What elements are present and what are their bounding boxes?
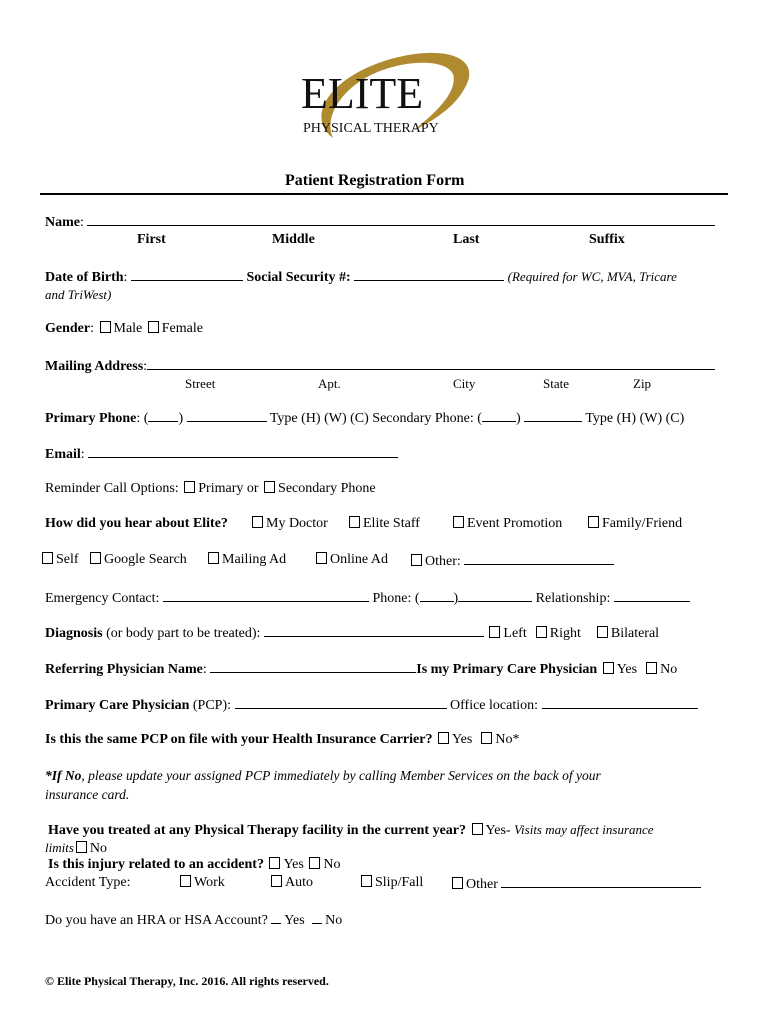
update-note bbox=[45, 768, 601, 784]
name-suffix-caption: Suffix bbox=[589, 232, 625, 247]
reminder-primary-checkbox[interactable] bbox=[184, 481, 195, 493]
pcp-field[interactable] bbox=[235, 696, 447, 709]
right-checkbox[interactable] bbox=[536, 626, 547, 638]
hra-no-blank[interactable] bbox=[312, 911, 322, 924]
google-checkbox[interactable] bbox=[90, 552, 101, 564]
treated-note: Visits may affect insurance bbox=[514, 822, 654, 837]
slip-label: Slip/Fall bbox=[375, 875, 424, 890]
paren-open: : ( bbox=[136, 411, 149, 426]
diagnosis-label: Diagnosis bbox=[45, 626, 103, 641]
auto-label: Auto bbox=[285, 875, 313, 890]
hear-opt-online[interactable] bbox=[314, 552, 388, 568]
reminder-secondary-label: Secondary Phone bbox=[278, 481, 376, 496]
relationship-field[interactable] bbox=[614, 589, 690, 602]
accident-slip[interactable] bbox=[359, 875, 423, 891]
google-label: Google Search bbox=[104, 552, 187, 567]
slip-checkbox[interactable] bbox=[361, 875, 372, 887]
name-middle-caption: Middle bbox=[272, 232, 315, 247]
office-label: Office location: bbox=[450, 698, 539, 713]
reminder-row bbox=[45, 481, 376, 497]
mailing-checkbox[interactable] bbox=[208, 552, 219, 564]
is-pcp-yes-label: Yes bbox=[616, 662, 638, 677]
hear-opt-event[interactable] bbox=[451, 516, 562, 532]
primary-area-field[interactable] bbox=[148, 409, 178, 422]
paren-close-3: ) bbox=[453, 591, 459, 606]
secondary-type-label: Type (H) (W) (C) bbox=[585, 411, 685, 426]
paren-close: ) bbox=[178, 411, 184, 426]
accident-work[interactable] bbox=[178, 875, 225, 891]
accident-other-field[interactable] bbox=[501, 875, 701, 888]
hear-label: How did you hear about Elite? bbox=[45, 516, 228, 531]
emergency-area-field[interactable] bbox=[420, 589, 454, 602]
left-checkbox[interactable] bbox=[489, 626, 500, 638]
primary-phone-label: Primary Phone bbox=[45, 411, 137, 426]
hear-opt-self[interactable] bbox=[40, 552, 79, 568]
hra-label: Do you have an HRA or HSA Account? bbox=[45, 913, 268, 928]
hear-opt-google[interactable] bbox=[88, 552, 187, 568]
elite-logo bbox=[293, 46, 478, 156]
treated-note-cont: limits bbox=[45, 840, 74, 855]
paren-close-2: ) bbox=[515, 411, 521, 426]
hear-other-field[interactable] bbox=[464, 552, 614, 565]
update-note-cont: insurance card. bbox=[45, 787, 130, 802]
gender-label: Gender bbox=[45, 321, 91, 336]
diagnosis-note: (or body part to be treated): bbox=[106, 626, 261, 641]
is-pcp-no-label: No bbox=[660, 662, 678, 677]
other-label: Other: bbox=[425, 554, 461, 569]
update-note-text: , please update your assigned PCP immediately by calling Member Services on the back of your bbox=[81, 768, 601, 783]
injury-yes-label: Yes bbox=[283, 857, 304, 872]
accident-other-label: Other bbox=[466, 877, 498, 892]
work-label: Work bbox=[194, 875, 225, 890]
ssn-note-cont: and TriWest) bbox=[45, 287, 112, 302]
male-checkbox[interactable] bbox=[100, 321, 111, 333]
female-checkbox[interactable] bbox=[148, 321, 159, 333]
other-checkbox[interactable] bbox=[411, 554, 422, 566]
injury-no-label: No bbox=[323, 857, 341, 872]
family-checkbox[interactable] bbox=[588, 516, 599, 528]
online-checkbox[interactable] bbox=[316, 552, 327, 564]
hra-yes-blank[interactable] bbox=[271, 911, 281, 924]
primary-type-label: Type (H) (W) (C) Secondary Phone: ( bbox=[269, 411, 482, 426]
same-pcp-yes-label: Yes bbox=[451, 732, 473, 747]
email-row: Email: bbox=[45, 445, 398, 463]
hear-opt-staff[interactable] bbox=[347, 516, 420, 532]
logo-word: ELITE bbox=[301, 69, 424, 118]
bilateral-label: Bilateral bbox=[610, 626, 660, 641]
hear-opt-mailing[interactable] bbox=[206, 552, 286, 568]
phone-row bbox=[45, 409, 684, 427]
hra-yes-label: Yes bbox=[284, 913, 305, 928]
state-caption: State bbox=[543, 376, 569, 391]
same-pcp-row bbox=[45, 732, 519, 748]
hra-no-label: No bbox=[325, 913, 343, 928]
reminder-label: Reminder Call Options: bbox=[45, 481, 179, 496]
treated-yes-label: Yes- bbox=[485, 823, 511, 838]
same-pcp-no-label: No* bbox=[495, 732, 520, 747]
email-field[interactable] bbox=[88, 445, 398, 458]
dob-field[interactable] bbox=[131, 268, 243, 281]
hear-opt-doctor[interactable] bbox=[250, 516, 328, 532]
treated-no-label: No bbox=[89, 841, 108, 856]
emergency-field[interactable] bbox=[163, 589, 369, 602]
staff-label: Elite Staff bbox=[363, 516, 420, 531]
street-caption: Street bbox=[185, 376, 216, 391]
hear-opt-family[interactable] bbox=[586, 516, 682, 532]
hra-row bbox=[45, 911, 342, 929]
treated-yes-checkbox[interactable] bbox=[472, 823, 483, 835]
is-pcp-label: Is my Primary Care Physician bbox=[416, 662, 598, 677]
staff-checkbox[interactable] bbox=[349, 516, 360, 528]
emergency-phone-field[interactable] bbox=[458, 589, 532, 602]
doctor-checkbox[interactable] bbox=[252, 516, 263, 528]
dob-label: Date of Birth bbox=[45, 270, 124, 285]
left-label: Left bbox=[503, 626, 527, 641]
hear-opt-other[interactable] bbox=[409, 552, 614, 570]
zip-caption: Zip bbox=[633, 376, 652, 391]
city-caption: City bbox=[453, 376, 476, 391]
event-label: Event Promotion bbox=[467, 516, 563, 531]
male-label: Male bbox=[113, 321, 143, 336]
pcp-row bbox=[45, 696, 698, 714]
mailing-label: Mailing Ad bbox=[222, 552, 287, 567]
ssn-label: Social Security #: bbox=[246, 270, 351, 285]
same-pcp-yes-checkbox[interactable] bbox=[438, 732, 449, 744]
emergency-row bbox=[45, 589, 690, 607]
family-label: Family/Friend bbox=[602, 516, 683, 531]
treated-row-2 bbox=[45, 840, 107, 857]
diagnosis-row bbox=[45, 624, 659, 642]
self-checkbox[interactable] bbox=[42, 552, 53, 564]
pcp-note: (PCP): bbox=[192, 698, 232, 713]
accident-other-checkbox[interactable] bbox=[452, 877, 463, 889]
bilateral-checkbox[interactable] bbox=[597, 626, 608, 638]
email-label: Email bbox=[45, 447, 81, 462]
name-first-caption: First bbox=[137, 232, 166, 247]
treated-row bbox=[48, 822, 654, 839]
name-label: Name bbox=[45, 215, 80, 230]
pcp-label: Primary Care Physician bbox=[45, 698, 190, 713]
reminder-secondary-checkbox[interactable] bbox=[264, 481, 275, 493]
right-label: Right bbox=[549, 626, 581, 641]
self-label: Self bbox=[56, 552, 79, 567]
referring-field[interactable] bbox=[210, 660, 416, 673]
injury-no-checkbox[interactable] bbox=[309, 857, 320, 869]
same-pcp-label: Is this the same PCP on file with your Health Insurance Carrier? bbox=[45, 732, 433, 747]
accident-auto[interactable] bbox=[269, 875, 313, 891]
name-row: Name: bbox=[45, 213, 715, 231]
apt-caption: Apt. bbox=[318, 376, 341, 391]
address-row: Mailing Address: bbox=[45, 357, 715, 375]
auto-checkbox[interactable] bbox=[271, 875, 282, 887]
work-checkbox[interactable] bbox=[180, 875, 191, 887]
address-label: Mailing Address bbox=[45, 359, 144, 374]
footer-copyright: © Elite Physical Therapy, Inc. 2016. All rights reserved. bbox=[45, 974, 329, 988]
form-title: Patient Registration Form bbox=[285, 172, 465, 189]
emergency-phone-label: Phone: ( bbox=[372, 591, 420, 606]
is-pcp-no-checkbox[interactable] bbox=[646, 662, 657, 674]
same-pcp-no-checkbox[interactable] bbox=[481, 732, 492, 744]
is-pcp-yes-checkbox[interactable] bbox=[603, 662, 614, 674]
online-label: Online Ad bbox=[330, 552, 388, 567]
title-divider bbox=[40, 193, 728, 195]
address-field[interactable] bbox=[147, 357, 715, 370]
dob-row: Date of Birth: Social Security #: (Required for WC, MVA, Tricare bbox=[45, 269, 677, 285]
diagnosis-field[interactable] bbox=[264, 624, 484, 637]
referring-label: Referring Physician Name bbox=[45, 662, 203, 677]
injury-yes-checkbox[interactable] bbox=[269, 857, 280, 869]
accident-label: Accident Type: bbox=[45, 875, 131, 890]
relationship-label: Relationship: bbox=[535, 591, 611, 606]
reminder-primary-label: Primary or bbox=[198, 481, 259, 496]
injury-label: Is this injury related to an accident? bbox=[48, 857, 264, 872]
primary-phone-field[interactable] bbox=[187, 409, 267, 422]
ssn-note: (Required for WC, MVA, Tricare bbox=[507, 269, 677, 284]
treated-no-checkbox[interactable] bbox=[76, 841, 87, 853]
accident-other[interactable] bbox=[450, 875, 701, 893]
name-field[interactable] bbox=[87, 213, 715, 226]
secondary-phone-field[interactable] bbox=[524, 409, 582, 422]
emergency-label: Emergency Contact: bbox=[45, 591, 160, 606]
doctor-label: My Doctor bbox=[266, 516, 328, 531]
ssn-field[interactable] bbox=[354, 268, 504, 281]
referring-row: Referring Physician Name: Is my Primary Care Physician Yes No bbox=[45, 662, 678, 677]
name-last-caption: Last bbox=[453, 232, 480, 247]
event-checkbox[interactable] bbox=[453, 516, 464, 528]
gender-row: Gender: Male Female bbox=[45, 321, 203, 336]
injury-row bbox=[48, 857, 340, 873]
secondary-area-field[interactable] bbox=[482, 409, 516, 422]
office-field[interactable] bbox=[542, 696, 698, 709]
update-note-bold: *If No bbox=[45, 768, 82, 783]
treated-label: Have you treated at any Physical Therapy facility in the current year? bbox=[48, 823, 467, 838]
female-label: Female bbox=[161, 321, 203, 336]
logo-sub: PHYSICAL THERAPY bbox=[303, 121, 439, 136]
